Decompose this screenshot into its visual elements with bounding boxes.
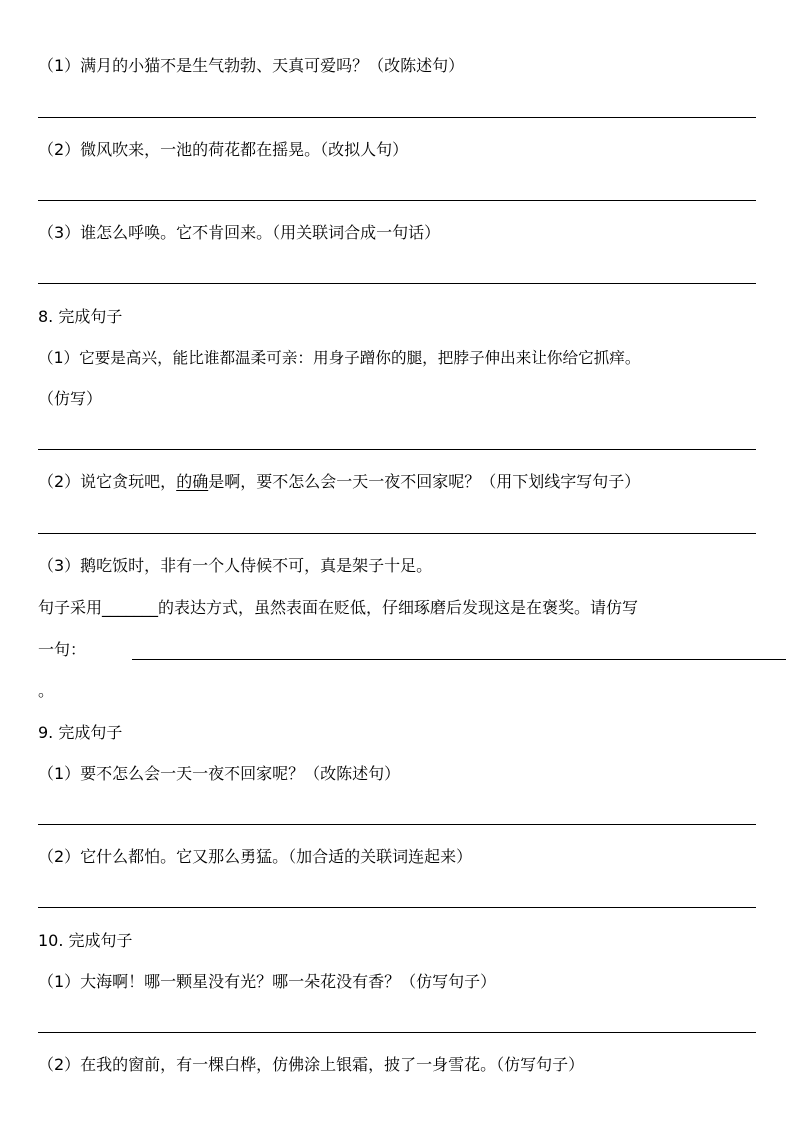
q10-item-1: （1）大海啊！哪一颗星没有光？哪一朵花没有香？（仿写句子）: [38, 972, 497, 991]
q7-item-2: （2）微风吹来，一池的荷花都在摇晃。（改拟人句）: [38, 140, 409, 159]
fill-in-blank: [132, 640, 786, 660]
answer-line: [38, 283, 756, 284]
q8-item-3-line-2: 句子采用_______的表达方式，虽然表面在贬低，仔细琢磨后发现这是在褒奖。请仿写: [38, 598, 639, 617]
q9-item-2: （2）它什么都怕。它又那么勇猛。（加合适的关联词连起来）: [38, 847, 473, 866]
answer-line: [38, 200, 756, 201]
q8-item-2: [38, 472, 640, 492]
q7-item-1: （1）满月的小猫不是生气勃勃、天真可爱吗？（改陈述句）: [38, 56, 465, 75]
answer-line: [38, 907, 756, 908]
q8-item-3-line-3: [38, 640, 756, 660]
answer-line: [38, 533, 756, 534]
q8-item-3-prompt: 一句：: [38, 640, 87, 659]
q10-heading: 10. 完成句子: [38, 931, 133, 950]
q8-item-2-before: （2）说它贪玩吧，: [38, 472, 177, 491]
q7-item-3: （3）谁怎么呼唤。它不肯回来。（用关联词合成一句话）: [38, 223, 441, 242]
q8-item-3-end: 。: [38, 681, 55, 700]
q8-item-1-line-1: （1）它要是高兴，能比谁都温柔可亲：用身子蹭你的腿，把脖子伸出来让你给它抓痒。: [38, 349, 641, 367]
q9-heading: 9. 完成句子: [38, 723, 123, 742]
q8-item-3-line-1: （3）鹅吃饭时，非有一个人侍候不可，真是架子十足。: [38, 556, 433, 575]
q8-item-2-underlined-word: 的确: [176, 472, 209, 491]
q8-item-2-after: 是啊，要不怎么会一天一夜不回家呢？（用下划线字写句子）: [208, 472, 641, 491]
q9-item-1: （1）要不怎么会一天一夜不回家呢？（改陈述句）: [38, 764, 401, 783]
answer-line: [38, 449, 756, 450]
q8-heading: 8. 完成句子: [38, 307, 123, 326]
answer-line: [38, 1032, 756, 1033]
q8-item-1-line-2: （仿写）: [38, 389, 103, 408]
answer-line: [38, 117, 756, 118]
answer-line: [38, 824, 756, 825]
q10-item-2: （2）在我的窗前，有一棵白桦，仿佛涂上银霜，披了一身雪花。（仿写句子）: [38, 1055, 585, 1074]
